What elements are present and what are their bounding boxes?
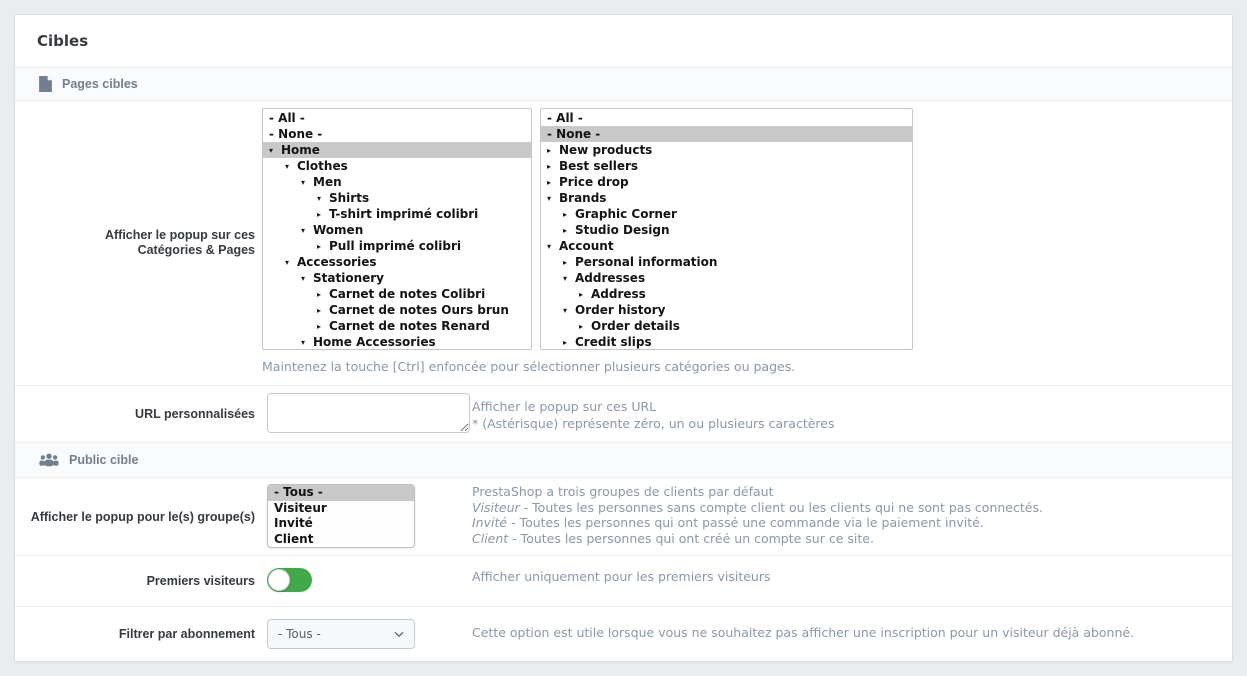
tree-arrow-icon: ▾ — [547, 242, 552, 251]
tree-item[interactable] — [263, 318, 531, 334]
tree-item[interactable] — [541, 190, 912, 206]
tree-item-label: Graphic Corner — [575, 207, 677, 221]
groups-hint-line: Visiteur - Toutes les personnes sans compte client ou les clients qui ne sont pas connectés. — [472, 499, 1043, 515]
tree-item[interactable] — [541, 110, 912, 126]
tree-item-label: Shirts — [329, 191, 370, 205]
tree-item[interactable] — [263, 238, 531, 254]
section-header-audience — [15, 443, 1232, 478]
people-icon — [39, 453, 59, 467]
ctrl-hint: Maintenez la touche [Ctrl] enfoncée pour sélectionner plusieurs catégories ou pages. — [262, 359, 796, 374]
tree-item[interactable] — [541, 126, 912, 142]
chevron-down-icon — [394, 631, 404, 638]
category-tree-listbox[interactable] — [262, 108, 532, 350]
tree-arrow-icon: ▾ — [317, 194, 322, 203]
tree-item[interactable] — [263, 270, 531, 286]
tree-arrow-icon: ▸ — [317, 242, 322, 251]
form-row-categories — [15, 101, 1232, 386]
form-row-first-visitors — [15, 556, 1232, 607]
tree-item-label: Pull imprimé colibri — [329, 239, 462, 253]
tree-item-label: Clothes — [297, 159, 348, 173]
form-row-groups — [15, 478, 1232, 556]
tree-item-label: Addresses — [575, 271, 646, 285]
tree-arrow-icon: ▸ — [563, 258, 568, 267]
tree-item-label: Accessories — [297, 255, 377, 269]
tree-arrow-icon: ▸ — [547, 146, 552, 155]
groups-hint-line: Invité - Toutes les personnes qui ont passé une commande via le paiement invité. — [472, 515, 984, 530]
tree-item-label: T-shirt imprimé colibri — [329, 207, 479, 221]
first-visitors-hint: Afficher uniquement pour les premiers visiteurs — [472, 569, 771, 584]
tree-arrow-icon: ▾ — [563, 306, 568, 315]
tree-item[interactable] — [541, 158, 912, 174]
tree-item[interactable] — [263, 110, 531, 126]
tree-item-label: - None - — [547, 127, 601, 141]
tree-item[interactable] — [263, 206, 531, 222]
custom-urls-hint — [472, 399, 835, 432]
tree-item-label: Address — [591, 287, 646, 301]
custom-urls-textarea[interactable] — [267, 393, 470, 433]
tree-item[interactable] — [541, 318, 912, 334]
group-option[interactable] — [268, 501, 414, 517]
tree-item[interactable] — [263, 286, 531, 302]
tree-item[interactable] — [541, 206, 912, 222]
tree-item-label: Order details — [591, 319, 680, 333]
tree-arrow-icon: ▸ — [547, 162, 552, 171]
tree-arrow-icon: ▾ — [301, 274, 306, 283]
tree-item[interactable] — [541, 334, 912, 350]
tree-arrow-icon: ▸ — [563, 338, 568, 347]
groups-listbox[interactable] — [267, 484, 415, 548]
tree-item[interactable] — [263, 302, 531, 318]
tree-arrow-icon: ▾ — [285, 258, 290, 267]
tree-item[interactable] — [263, 142, 531, 158]
tree-arrow-icon: ▾ — [269, 146, 274, 155]
group-option-label: Client — [274, 531, 314, 546]
tree-arrow-icon: ▸ — [547, 178, 552, 187]
form-row-subscription — [15, 607, 1232, 661]
tree-arrow-icon: ▾ — [301, 178, 306, 187]
tree-item-label: Credit slips — [575, 335, 652, 349]
tree-arrow-icon: ▸ — [579, 290, 584, 299]
tree-arrow-icon: ▾ — [563, 274, 568, 283]
page-title: Cibles — [37, 32, 89, 50]
tree-item-label: Women — [313, 223, 364, 237]
section-label-pages: Pages cibles — [62, 77, 138, 91]
tree-item[interactable] — [263, 334, 531, 350]
tree-item[interactable] — [263, 158, 531, 174]
tree-item-label: Brands — [559, 191, 607, 205]
tree-item-label: Carnet de notes Ours brun — [329, 303, 509, 317]
group-option[interactable] — [268, 485, 414, 501]
tree-arrow-icon: ▸ — [563, 210, 568, 219]
subscription-select-value: - Tous - — [278, 627, 321, 641]
tree-item-label: - All - — [547, 111, 583, 125]
section-header-pages — [15, 68, 1232, 101]
form-row-custom-urls — [15, 386, 1232, 443]
tree-arrow-icon: ▸ — [579, 322, 584, 331]
tree-item-label: Men — [313, 175, 342, 189]
group-option-label: - Tous - — [274, 485, 323, 499]
tree-arrow-icon: ▾ — [301, 226, 306, 235]
group-option[interactable] — [268, 532, 414, 548]
groups-hint — [472, 484, 1043, 546]
section-label-audience: Public cible — [69, 453, 139, 467]
tree-item-label: Carnet de notes Renard — [329, 319, 490, 333]
tree-item[interactable] — [541, 270, 912, 286]
tree-item-label: - All - — [269, 111, 305, 125]
tree-item-label: Account — [559, 239, 614, 253]
tree-arrow-icon: ▾ — [285, 162, 290, 171]
tree-item-label: Best sellers — [559, 159, 639, 173]
first-visitors-label: Premiers visiteurs — [146, 574, 255, 588]
tree-arrow-icon: ▾ — [301, 338, 306, 347]
tree-item-label: Stationery — [313, 271, 384, 285]
custom-urls-label: URL personnalisées — [135, 407, 255, 421]
subscription-hint: Cette option est utile lorsque vous ne souhaitez pas afficher une inscription pour un visiteur déjà abonné. — [472, 625, 1135, 640]
tree-item[interactable] — [263, 222, 531, 238]
tree-item[interactable] — [541, 302, 912, 318]
tree-arrow-icon: ▸ — [317, 290, 322, 299]
groups-hint-line: Client - Toutes les personnes qui ont créé un compte sur ce site. — [472, 530, 874, 546]
toggle-knob — [268, 569, 290, 591]
categories-label — [15, 101, 255, 385]
tree-item[interactable] — [541, 286, 912, 302]
tree-item-label: Price drop — [559, 175, 629, 189]
subscription-label: Filtrer par abonnement — [118, 627, 255, 641]
tree-item-label: Home Accessories — [313, 335, 436, 349]
group-option[interactable] — [268, 516, 414, 532]
tree-item[interactable] — [263, 126, 531, 142]
tree-item[interactable] — [541, 222, 912, 238]
tree-item[interactable] — [541, 174, 912, 190]
tree-arrow-icon: ▸ — [563, 226, 568, 235]
targets-panel — [14, 14, 1233, 662]
tree-item-label: Studio Design — [575, 223, 670, 237]
tree-item[interactable] — [263, 190, 531, 206]
categories-label-line1: Afficher le popup sur ces — [104, 228, 255, 242]
tree-item-label: Carnet de notes Colibri — [329, 287, 486, 301]
tree-arrow-icon: ▸ — [317, 306, 322, 315]
groups-label: Afficher le popup pour le(s) groupe(s) — [30, 509, 255, 524]
panel-header — [15, 15, 1232, 68]
file-icon — [39, 76, 52, 92]
tree-item-label: Order history — [575, 303, 666, 317]
group-option-label: Visiteur — [274, 500, 327, 515]
tree-arrow-icon: ▸ — [317, 210, 322, 219]
page-tree-listbox[interactable] — [540, 108, 913, 350]
tree-item[interactable] — [263, 174, 531, 190]
tree-item-label: New products — [559, 143, 653, 157]
custom-urls-hint-line1: Afficher le popup sur ces URL — [472, 399, 657, 414]
tree-arrow-icon: ▾ — [547, 194, 552, 203]
custom-urls-hint-line2: * (Astérisque) représente zéro, un ou plusieurs caractères — [472, 415, 835, 431]
tree-item-label: Home — [281, 143, 320, 157]
tree-item[interactable] — [541, 142, 912, 158]
tree-item[interactable] — [541, 254, 912, 270]
tree-item-label: - None - — [269, 127, 323, 141]
tree-item-label: Personal information — [575, 255, 718, 269]
subscription-select[interactable] — [267, 619, 415, 649]
tree-item[interactable] — [263, 254, 531, 270]
groups-hint-line: PrestaShop a trois groupes de clients par défaut — [472, 484, 774, 499]
tree-item[interactable] — [541, 238, 912, 254]
first-visitors-toggle[interactable] — [267, 568, 312, 592]
tree-arrow-icon: ▸ — [317, 322, 322, 331]
group-option-label: Invité — [274, 516, 313, 530]
categories-label-line2: Catégories & Pages — [137, 243, 255, 257]
